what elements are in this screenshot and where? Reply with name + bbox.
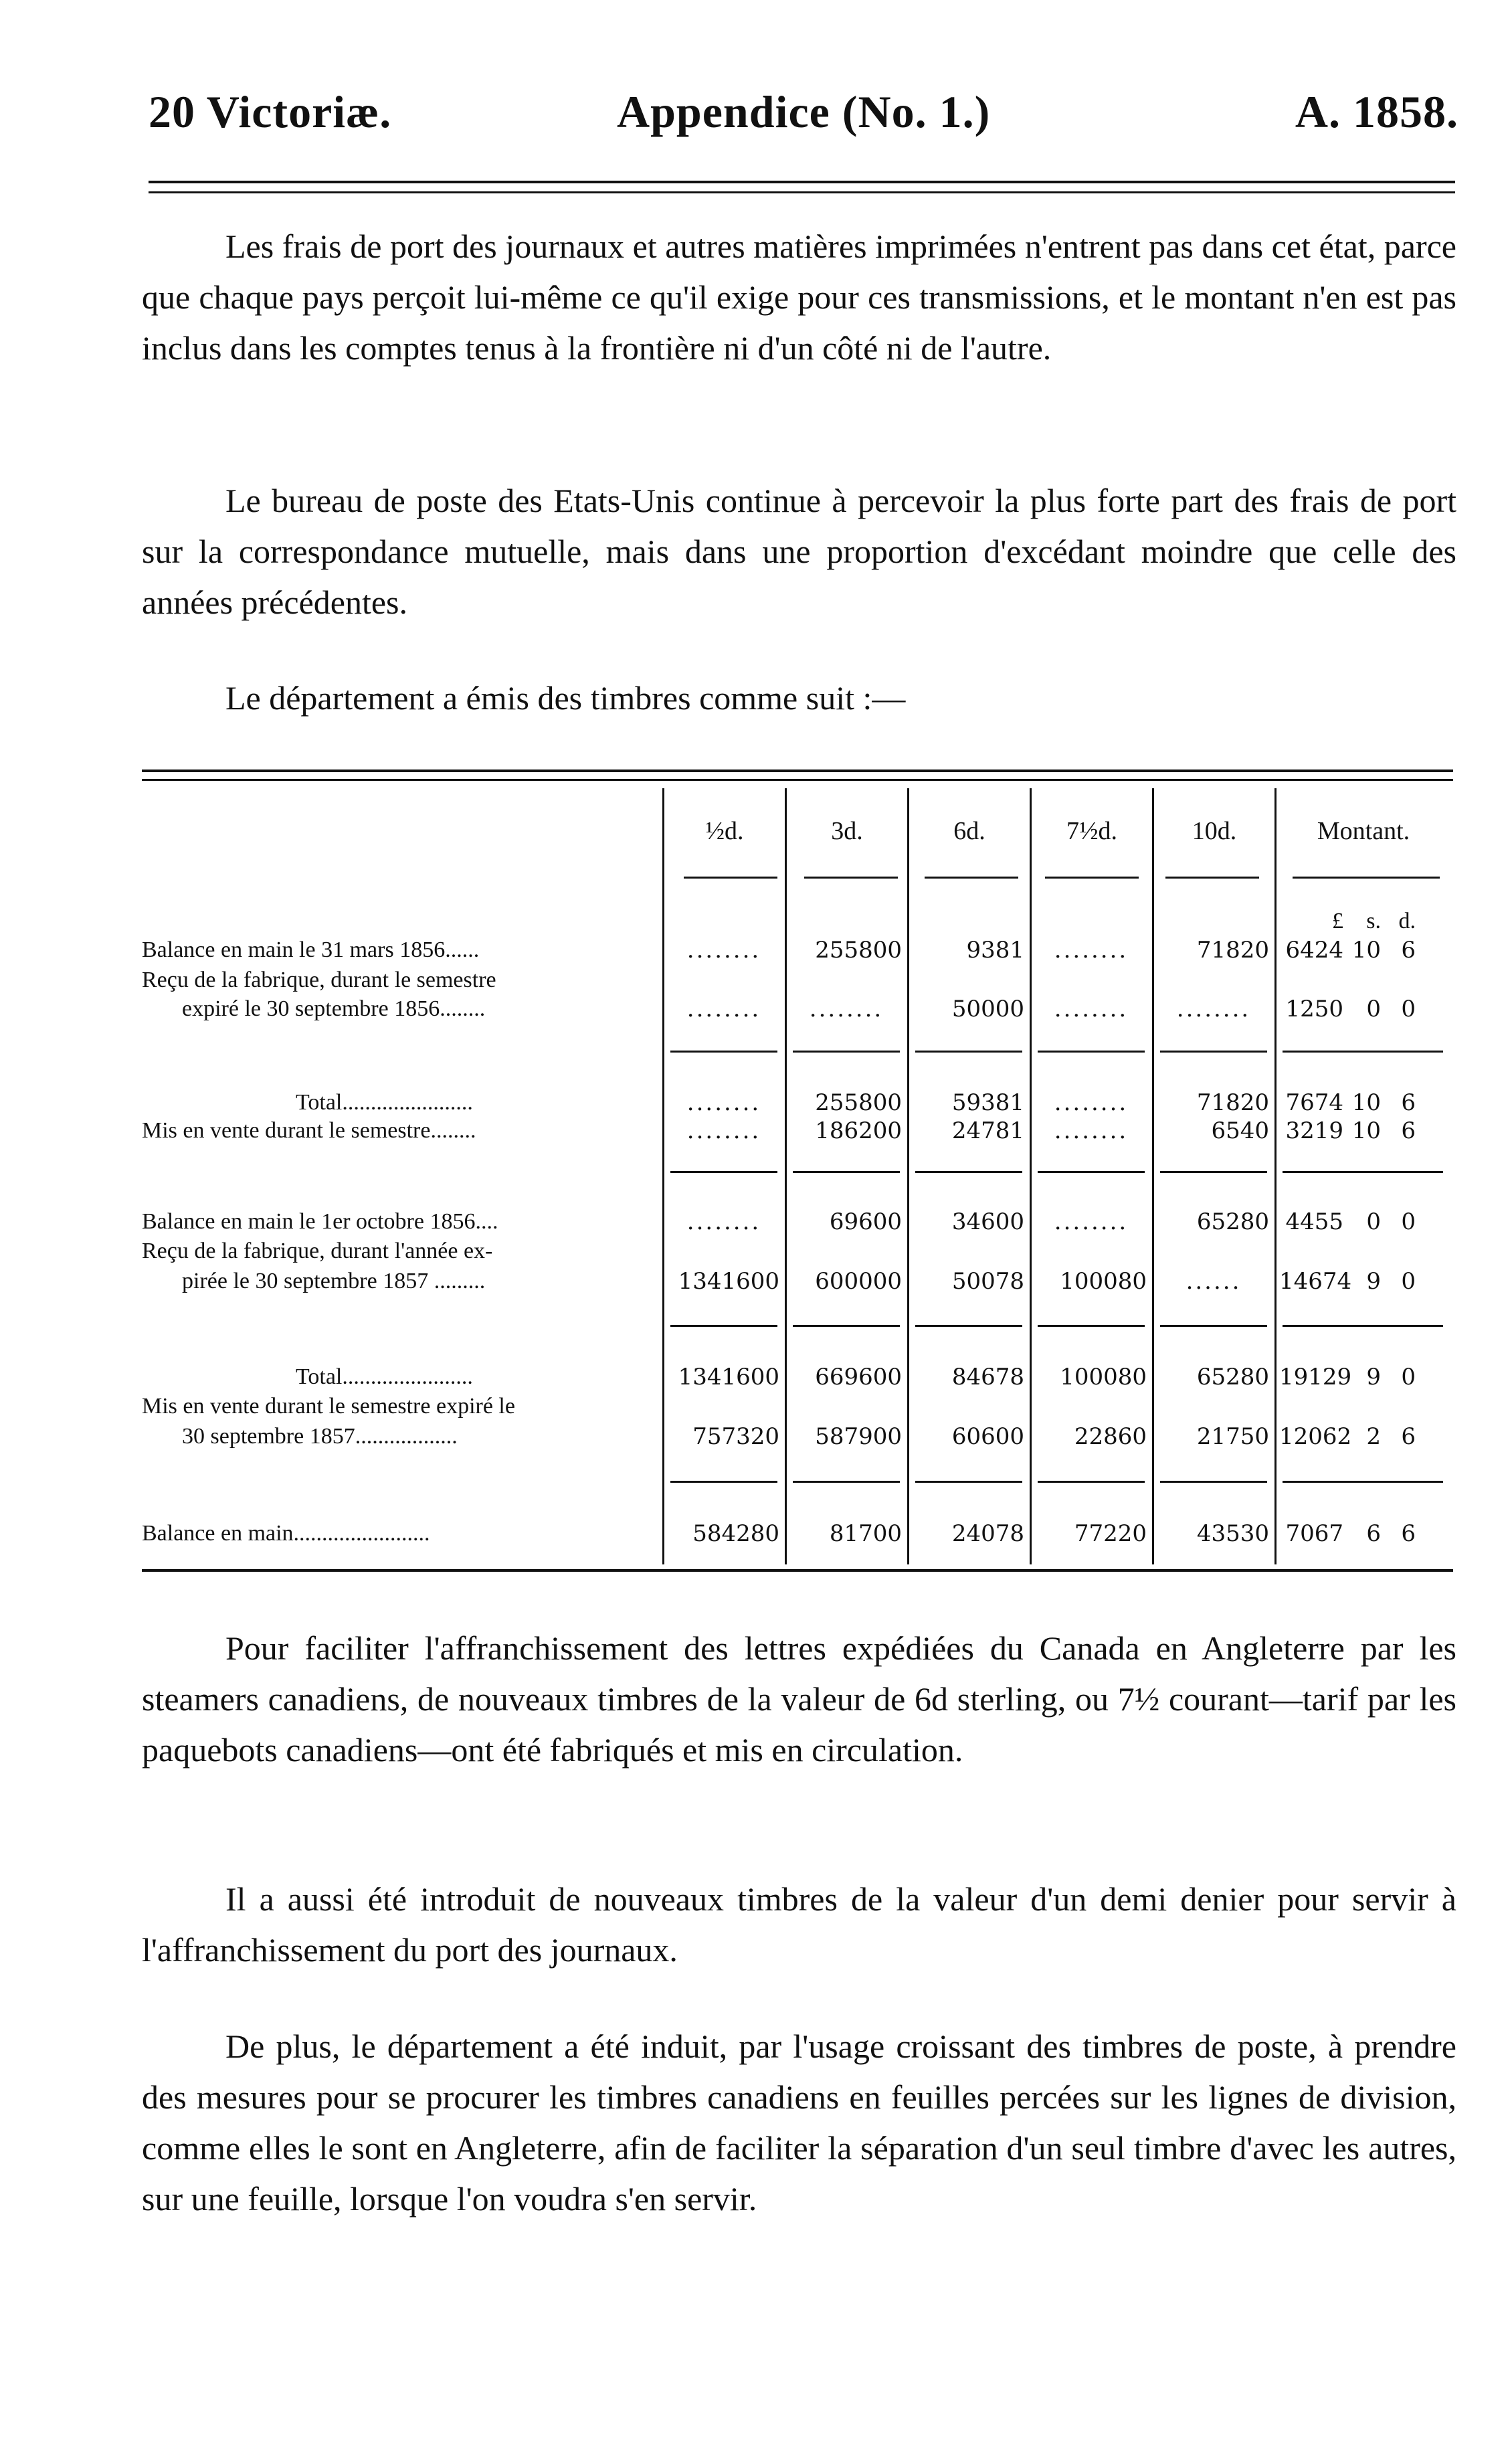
cell: 255800 (815, 937, 902, 964)
table-top-rule (142, 770, 1453, 781)
row-label-total: Total....................... (296, 1364, 473, 1389)
cell: 186200 (815, 1117, 902, 1144)
money-cell (1279, 1520, 1416, 1547)
column-header-half-penny: ½d. (705, 817, 744, 845)
subtotal-rule (1160, 1325, 1267, 1327)
cell: ........ (1054, 1208, 1129, 1235)
row-label: Balance en main le 1er octobre 1856.... (142, 1209, 498, 1234)
cell: 584280 (692, 1520, 779, 1547)
cell: 100080 (1060, 1364, 1147, 1390)
money-cell (1279, 1423, 1416, 1450)
cell: 24078 (951, 1520, 1024, 1547)
cell: 59381 (951, 1089, 1024, 1116)
page-header (149, 86, 1458, 146)
pounds: 19129 (1279, 1364, 1352, 1390)
paragraph-affranchissement: Pour faciliter l'affranchissement des lettres expédiées du Canada en Angleterre par les steamers canadiens, de nouveaux timbres de la valeur de 6d sterling, ou 7½ courant—tarif par les paquebots canadiens—ont été fabriqués et mis en circulation. (142, 1629, 1456, 1769)
shillings: 10 (1351, 1117, 1381, 1144)
money-cell (1279, 1117, 1416, 1144)
subtotal-rule (793, 1051, 900, 1053)
pence: 0 (1401, 1268, 1416, 1295)
row-label: Mis en vente durant le semestre........ (142, 1118, 476, 1143)
cell: ........ (809, 996, 884, 1022)
cell: 100080 (1060, 1268, 1147, 1295)
cell: 50000 (951, 996, 1024, 1022)
row-label-continued: 30 septembre 1857.................. (182, 1424, 458, 1449)
subtotal-rule (670, 1051, 777, 1053)
cell: ........ (1054, 996, 1129, 1022)
subtotal-rule (670, 1325, 777, 1327)
cell: 60600 (951, 1423, 1024, 1450)
subtotal-rule (793, 1325, 900, 1327)
pence: 0 (1401, 1208, 1416, 1235)
subtotal-rule (1038, 1171, 1145, 1173)
unit-shillings: s. (1366, 909, 1381, 933)
table-bottom-rule (142, 1569, 1453, 1572)
subtotal-rule (793, 1171, 900, 1173)
cell: 50078 (951, 1268, 1024, 1295)
subtotal-rule (793, 1481, 900, 1483)
subtotal-rule (670, 1481, 777, 1483)
cell: 77220 (1074, 1520, 1147, 1547)
column-header-10d: 10d. (1192, 817, 1237, 845)
cell: 65280 (1196, 1208, 1269, 1235)
subtotal-rule (1283, 1051, 1443, 1053)
subtotal-rule (1160, 1481, 1267, 1483)
subtotal-rule (1283, 1481, 1443, 1483)
shillings: 10 (1351, 937, 1381, 964)
shillings: 2 (1366, 1423, 1381, 1450)
cell: ........ (686, 1089, 761, 1116)
cell: 22860 (1074, 1423, 1147, 1450)
cell: 9381 (966, 937, 1024, 964)
paragraph-feuilles-percees: De plus, le département a été induit, par l'usage croissant des timbres de poste, à prendre des mesures pour se procurer les timbres canadiens en feuilles percées sur les lignes de division, comme elles le sont en Angleterre, afin de faciliter la séparation d'un seul timbre d'avec les autres, sur une feuille, lorsque l'on voudra s'en servir. (142, 2027, 1456, 2218)
header-underline (1045, 877, 1139, 879)
pence: 6 (1401, 1117, 1416, 1144)
cell: 81700 (829, 1520, 902, 1547)
cell: 43530 (1196, 1520, 1269, 1547)
shillings: 10 (1351, 1089, 1381, 1116)
cell: 1341600 (678, 1364, 779, 1390)
cell: ........ (1054, 1089, 1129, 1116)
cell: 71820 (1196, 1089, 1269, 1116)
pence: 6 (1401, 1423, 1416, 1450)
row-label-continued: expiré le 30 septembre 1856........ (182, 996, 486, 1021)
header-underline (684, 877, 777, 879)
cell: 1341600 (678, 1268, 779, 1295)
subtotal-rule (915, 1481, 1022, 1483)
pence: 0 (1401, 996, 1416, 1022)
column-header-3d: 3d. (831, 817, 863, 845)
cell: 84678 (951, 1364, 1024, 1390)
column-header-6d: 6d. (953, 817, 985, 845)
subtotal-rule (1283, 1171, 1443, 1173)
subtotal-rule (1038, 1051, 1145, 1053)
subtotal-rule (1160, 1051, 1267, 1053)
paragraph-demi-denier: Il a aussi été introduit de nouveaux timbres de la valeur d'un demi denier pour servir à l'affranchissement du port des journaux. (142, 1880, 1456, 1969)
cell: ........ (686, 1117, 761, 1144)
column-header-montant: Montant. (1317, 817, 1410, 845)
paragraph-table-intro: Le département a émis des timbres comme suit :— (225, 679, 906, 717)
cell: ........ (686, 996, 761, 1022)
paragraph-bureau-etats-unis: Le bureau de poste des Etats-Unis continue à percevoir la plus forte part des frais de port sur la correspondance mutuelle, mais dans une proportion d'excédant moindre que celle des années précédentes. (142, 482, 1456, 621)
money-cell (1279, 1208, 1416, 1235)
cell: 65280 (1196, 1364, 1269, 1390)
row-label: Mis en vente durant le semestre expiré le (142, 1394, 515, 1419)
pounds: 3219 (1285, 1117, 1343, 1144)
table-vline (1274, 788, 1277, 1564)
paragraph-frais-de-port: Les frais de port des journaux et autres matières imprimées n'entrent pas dans cet état, parce que chaque pays perçoit lui-même ce qu'il exige pour ces transmissions, et le montant n'en est pas inclus dans les comptes tenus à la frontière ni d'un côté ni de l'autre. (142, 228, 1456, 367)
subtotal-rule (670, 1171, 777, 1173)
column-header-7-half-d: 7½d. (1066, 817, 1117, 845)
cell: ........ (686, 937, 761, 964)
cell: 600000 (815, 1268, 902, 1295)
shillings: 6 (1366, 1520, 1381, 1547)
cell: 6540 (1211, 1117, 1269, 1144)
cell: 24781 (951, 1117, 1024, 1144)
pence: 6 (1401, 1089, 1416, 1116)
pounds: 12062 (1279, 1423, 1352, 1450)
subtotal-rule (915, 1325, 1022, 1327)
row-label-continued: pirée le 30 septembre 1857 ......... (182, 1269, 486, 1293)
subtotal-rule (1160, 1171, 1267, 1173)
money-units-header (1279, 909, 1416, 934)
money-cell (1279, 1089, 1416, 1116)
pounds: 1250 (1285, 996, 1343, 1022)
cell: 34600 (951, 1208, 1024, 1235)
cell: 69600 (829, 1208, 902, 1235)
header-appendix: Appendice (No. 1.) (617, 86, 991, 137)
cell: ...... (1186, 1268, 1242, 1295)
pence: 6 (1401, 1520, 1416, 1547)
pounds: 7674 (1285, 1089, 1343, 1116)
subtotal-rule (1283, 1325, 1443, 1327)
header-underline (1165, 877, 1259, 879)
cell: ........ (686, 1208, 761, 1235)
header-rule (149, 181, 1455, 193)
cell: 669600 (815, 1364, 902, 1390)
money-cell (1279, 996, 1416, 1022)
stamps-table (142, 770, 1453, 1589)
row-label: Balance en main le 31 mars 1856...... (142, 937, 480, 962)
shillings: 0 (1366, 1208, 1381, 1235)
cell: 21750 (1196, 1423, 1269, 1450)
header-underline (804, 877, 898, 879)
row-label: Reçu de la fabrique, durant l'année ex- (142, 1239, 493, 1263)
cell: 757320 (692, 1423, 779, 1450)
cell: 587900 (815, 1423, 902, 1450)
header-year: A. 1858. (1295, 86, 1458, 137)
cell: 71820 (1196, 937, 1269, 964)
cell: ........ (1054, 1117, 1129, 1144)
subtotal-rule (915, 1171, 1022, 1173)
pounds: 6424 (1285, 937, 1343, 964)
money-cell (1279, 937, 1416, 964)
unit-pence: d. (1398, 909, 1416, 933)
subtotal-rule (1038, 1325, 1145, 1327)
shillings: 0 (1366, 996, 1381, 1022)
pounds: 7067 (1285, 1520, 1343, 1547)
cell: 255800 (815, 1089, 902, 1116)
unit-pounds: £ (1332, 909, 1343, 933)
header-session: 20 Victoriæ. (149, 86, 392, 137)
cell: ........ (1054, 937, 1129, 964)
money-cell (1279, 1364, 1416, 1390)
money-cell (1279, 1268, 1416, 1295)
shillings: 9 (1366, 1364, 1381, 1390)
pounds: 4455 (1285, 1208, 1343, 1235)
pence: 0 (1401, 1364, 1416, 1390)
header-underline (925, 877, 1018, 879)
pence: 6 (1401, 937, 1416, 964)
shillings: 9 (1366, 1268, 1381, 1295)
header-underline (1293, 877, 1440, 879)
row-label: Reçu de la fabrique, durant le semestre (142, 968, 496, 992)
pounds: 14674 (1279, 1268, 1352, 1295)
subtotal-rule (1038, 1481, 1145, 1483)
row-label-total: Total....................... (296, 1090, 473, 1115)
subtotal-rule (915, 1051, 1022, 1053)
cell: ........ (1176, 996, 1251, 1022)
row-label: Balance en main........................ (142, 1521, 430, 1546)
